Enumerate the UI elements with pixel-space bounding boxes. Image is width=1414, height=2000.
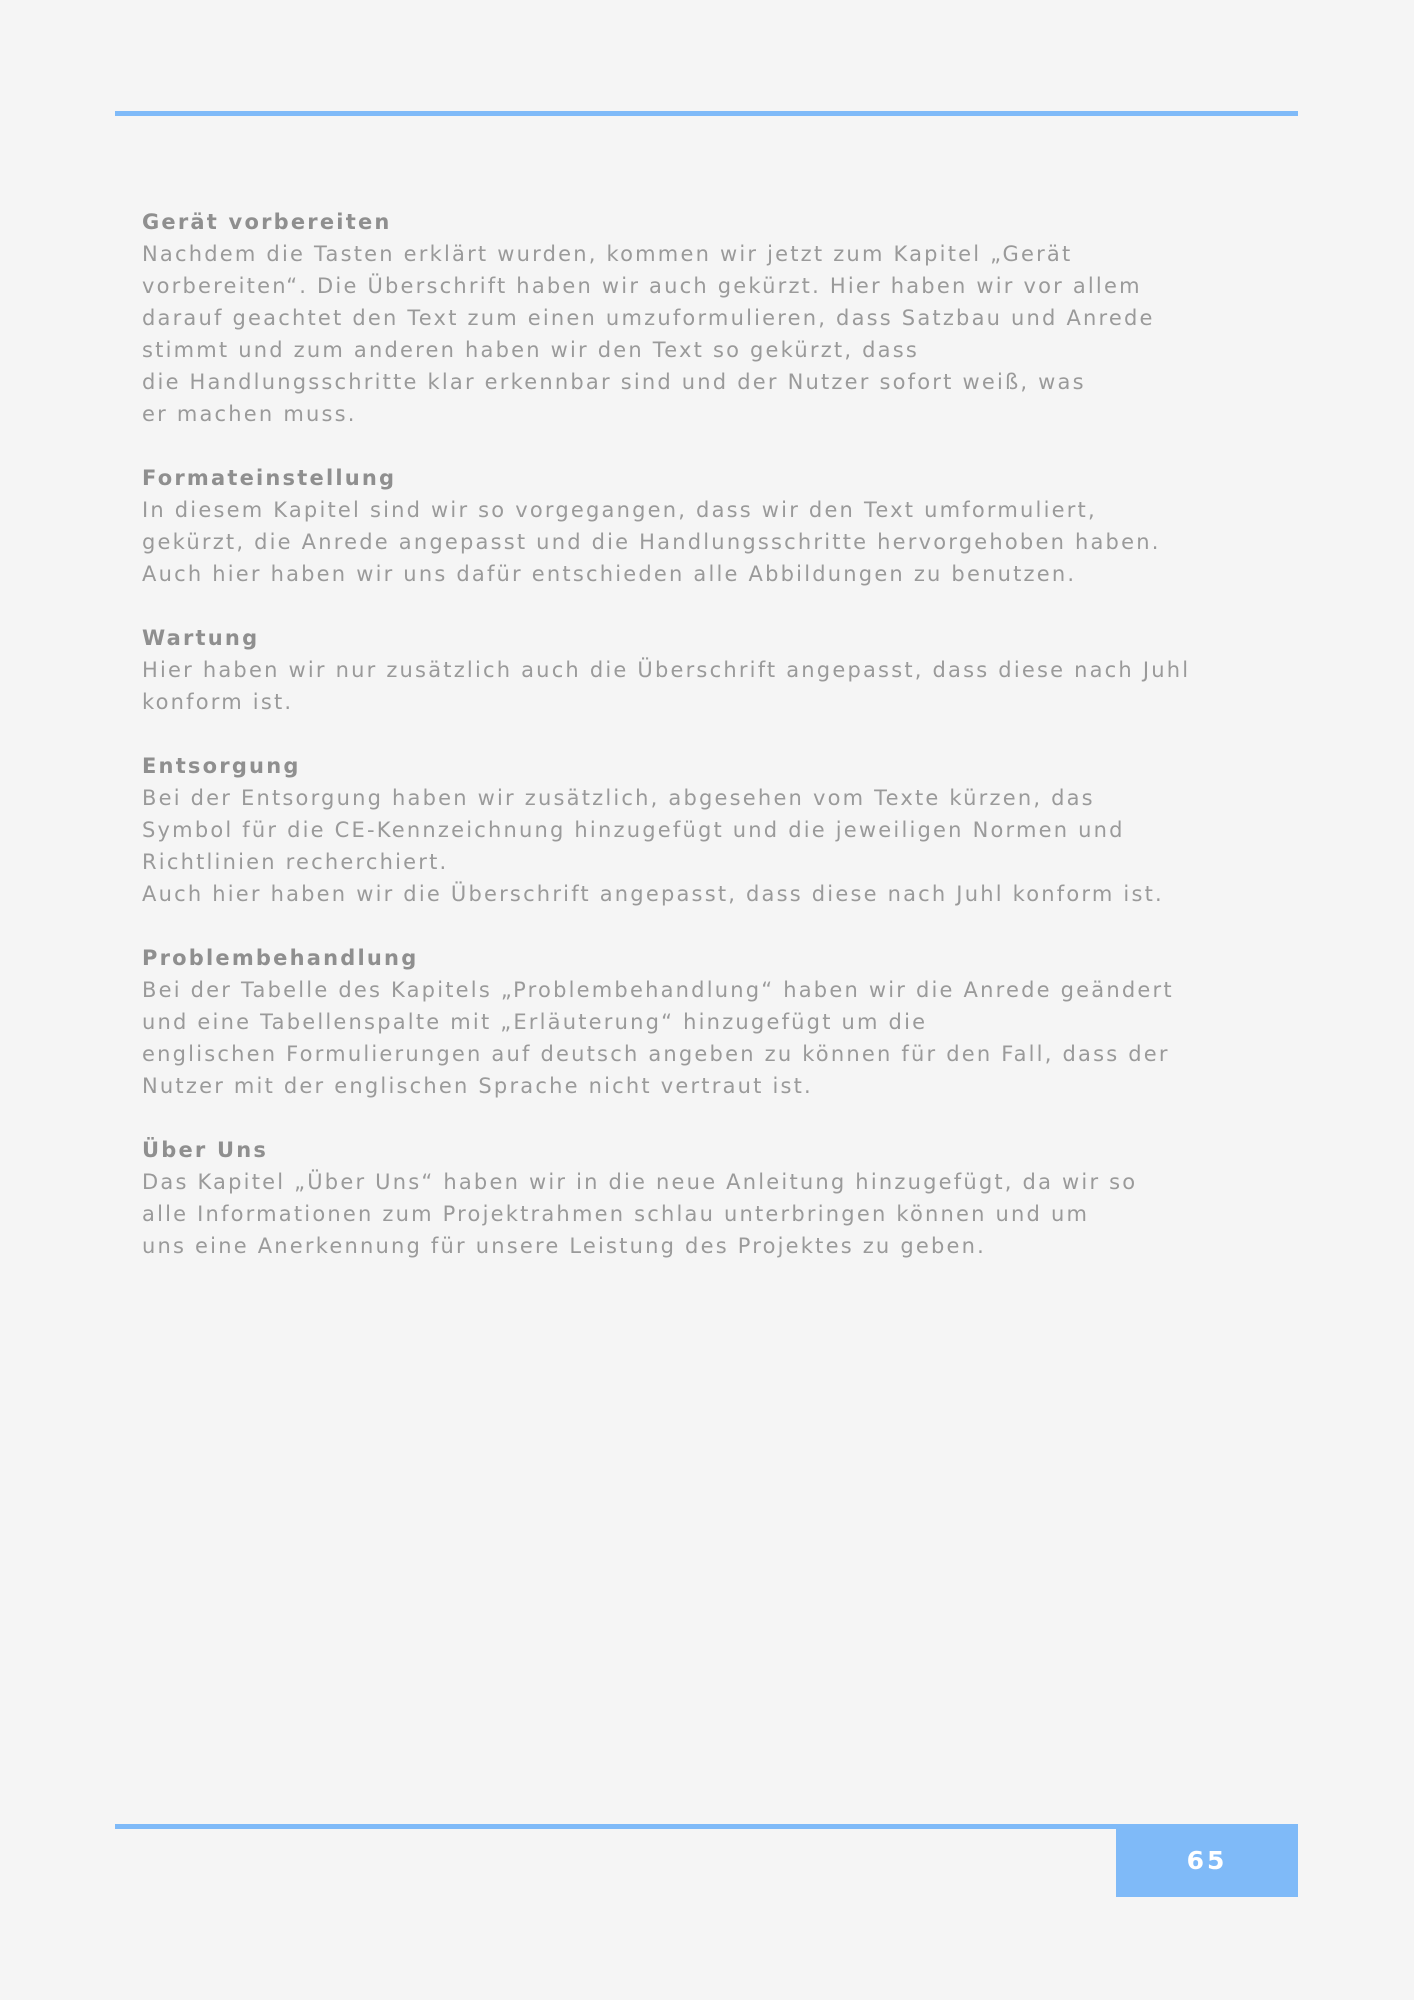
- paragraph-line: und eine Tabellenspalte mit „Erläuterung“ hinzugefügt um die: [142, 1010, 928, 1034]
- paragraph-line: englischen Formulierungen auf deutsch angeben zu können für den Fall, dass der: [142, 1042, 1170, 1066]
- section-title: Formateinstellung: [142, 466, 397, 490]
- section-geraet-vorbereiten: [142, 206, 1292, 430]
- paragraph-line: Bei der Tabelle des Kapitels „Problembehandlung“ haben wir die Anrede geändert: [142, 978, 1174, 1002]
- paragraph-line: die Handlungsschritte klar erkennbar sind und der Nutzer sofort weiß, was: [142, 370, 1086, 394]
- section-formateinstellung: [142, 462, 1292, 590]
- paragraph-line: alle Informationen zum Projektrahmen schlau unterbringen können und um: [142, 1202, 1090, 1226]
- page-number: 65: [1116, 1824, 1298, 1897]
- section-wartung: [142, 622, 1292, 718]
- paragraph-line: konform ist.: [142, 690, 294, 714]
- paragraph-line: stimmt und zum anderen haben wir den Text so gekürzt, dass: [142, 338, 920, 362]
- section-ueber-uns: [142, 1134, 1292, 1262]
- paragraph-line: er machen muss.: [142, 402, 357, 426]
- paragraph-line: Symbol für die CE-Kennzeichnung hinzugefügt und die jeweiligen Normen und: [142, 818, 1125, 842]
- paragraph-line: Bei der Entsorgung haben wir zusätzlich, abgesehen vom Texte kürzen, das: [142, 786, 1095, 810]
- paragraph-line: Auch hier haben wir uns dafür entschieden alle Abbildungen zu benutzen.: [142, 562, 1077, 586]
- paragraph-line: darauf geachtet den Text zum einen umzuformulieren, dass Satzbau und Anrede: [142, 306, 1155, 330]
- section-title: Über Uns: [142, 1138, 269, 1162]
- section-title: Wartung: [142, 626, 260, 650]
- section-title: Gerät vorbereiten: [142, 210, 392, 234]
- paragraph-line: vorbereiten“. Die Überschrift haben wir auch gekürzt. Hier haben wir vor allem: [142, 274, 1142, 298]
- header-rule: [115, 111, 1298, 116]
- paragraph-line: In diesem Kapitel sind wir so vorgegangen, dass wir den Text umformuliert,: [142, 498, 1097, 522]
- paragraph-line: Auch hier haben wir die Überschrift angepasst, dass diese nach Juhl konform ist.: [142, 882, 1164, 906]
- paragraph-line: Das Kapitel „Über Uns“ haben wir in die neue Anleitung hinzugefügt, da wir so: [142, 1170, 1138, 1194]
- section-title: Problembehandlung: [142, 946, 419, 970]
- paragraph-line: Richtlinien recherchiert.: [142, 850, 449, 874]
- section-problembehandlung: [142, 942, 1292, 1102]
- paragraph-line: Nutzer mit der englischen Sprache nicht vertraut ist.: [142, 1074, 813, 1098]
- section-title: Entsorgung: [142, 754, 301, 778]
- paragraph-line: gekürzt, die Anrede angepasst und die Handlungsschritte hervorgehoben haben.: [142, 530, 1161, 554]
- paragraph-line: uns eine Anerkennung für unsere Leistung des Projektes zu geben.: [142, 1234, 987, 1258]
- paragraph-line: Hier haben wir nur zusätzlich auch die Überschrift angepasst, dass diese nach Juhl: [142, 658, 1191, 682]
- section-entsorgung: [142, 750, 1292, 910]
- paragraph-line: Nachdem die Tasten erklärt wurden, kommen wir jetzt zum Kapitel „Gerät: [142, 242, 1073, 266]
- page-body: [142, 206, 1292, 1294]
